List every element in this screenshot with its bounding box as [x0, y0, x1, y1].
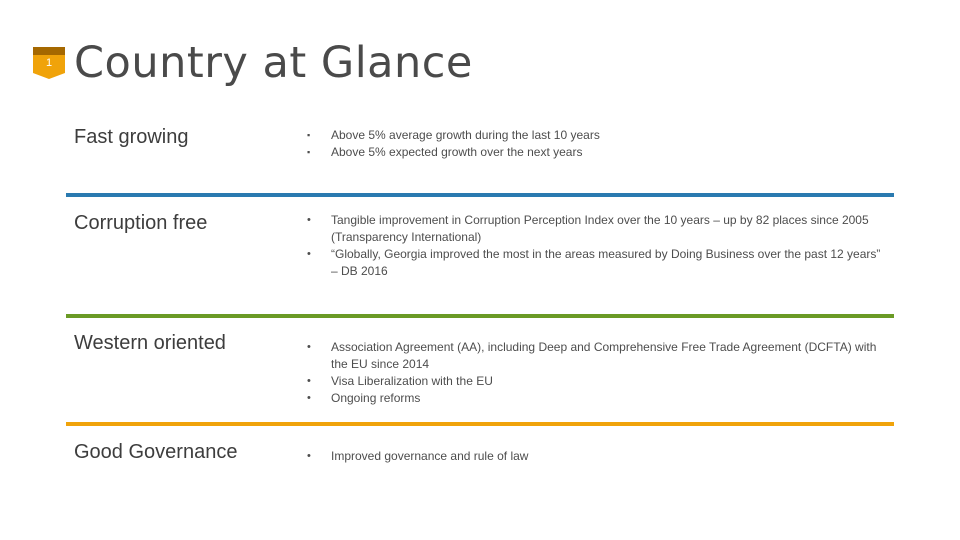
separator-green: [66, 314, 894, 318]
bullet-item: • “Globally, Georgia improved the most in the areas measured by Doing Business over the past 12 years” – DB 2016: [305, 246, 885, 280]
separator-orange: [66, 422, 894, 426]
bullet-item: • Visa Liberalization with the EU: [305, 373, 885, 390]
bullet-item: ▪ Above 5% average growth during the last 10 years: [305, 127, 885, 144]
row-heading: Corruption free: [74, 212, 208, 234]
bullet-item: • Improved governance and rule of law: [305, 448, 885, 465]
row-heading: Good Governance: [74, 441, 238, 463]
slide-number-tab: [33, 47, 65, 79]
bullet-list: [305, 448, 885, 465]
bullet-item: ▪ Above 5% expected growth over the next years: [305, 144, 885, 161]
bullet-item: • Ongoing reforms: [305, 390, 885, 407]
bullet-item: • Tangible improvement in Corruption Perception Index over the 10 years – up by 82 places since 2005 (Transparency International): [305, 212, 885, 246]
separator-blue: [66, 193, 894, 197]
bullet-list: [305, 212, 885, 280]
row-heading: Fast growing: [74, 126, 189, 148]
row-heading: Western oriented: [74, 332, 226, 354]
bullet-item: • Association Agreement (AA), including Deep and Comprehensive Free Trade Agreement (DCFTA) with the EU since 2014: [305, 339, 885, 373]
bullet-list: [305, 339, 885, 407]
slide-title: Country at Glance: [74, 38, 473, 88]
slide-number: 1: [45, 57, 53, 69]
bullet-list: [305, 127, 885, 161]
